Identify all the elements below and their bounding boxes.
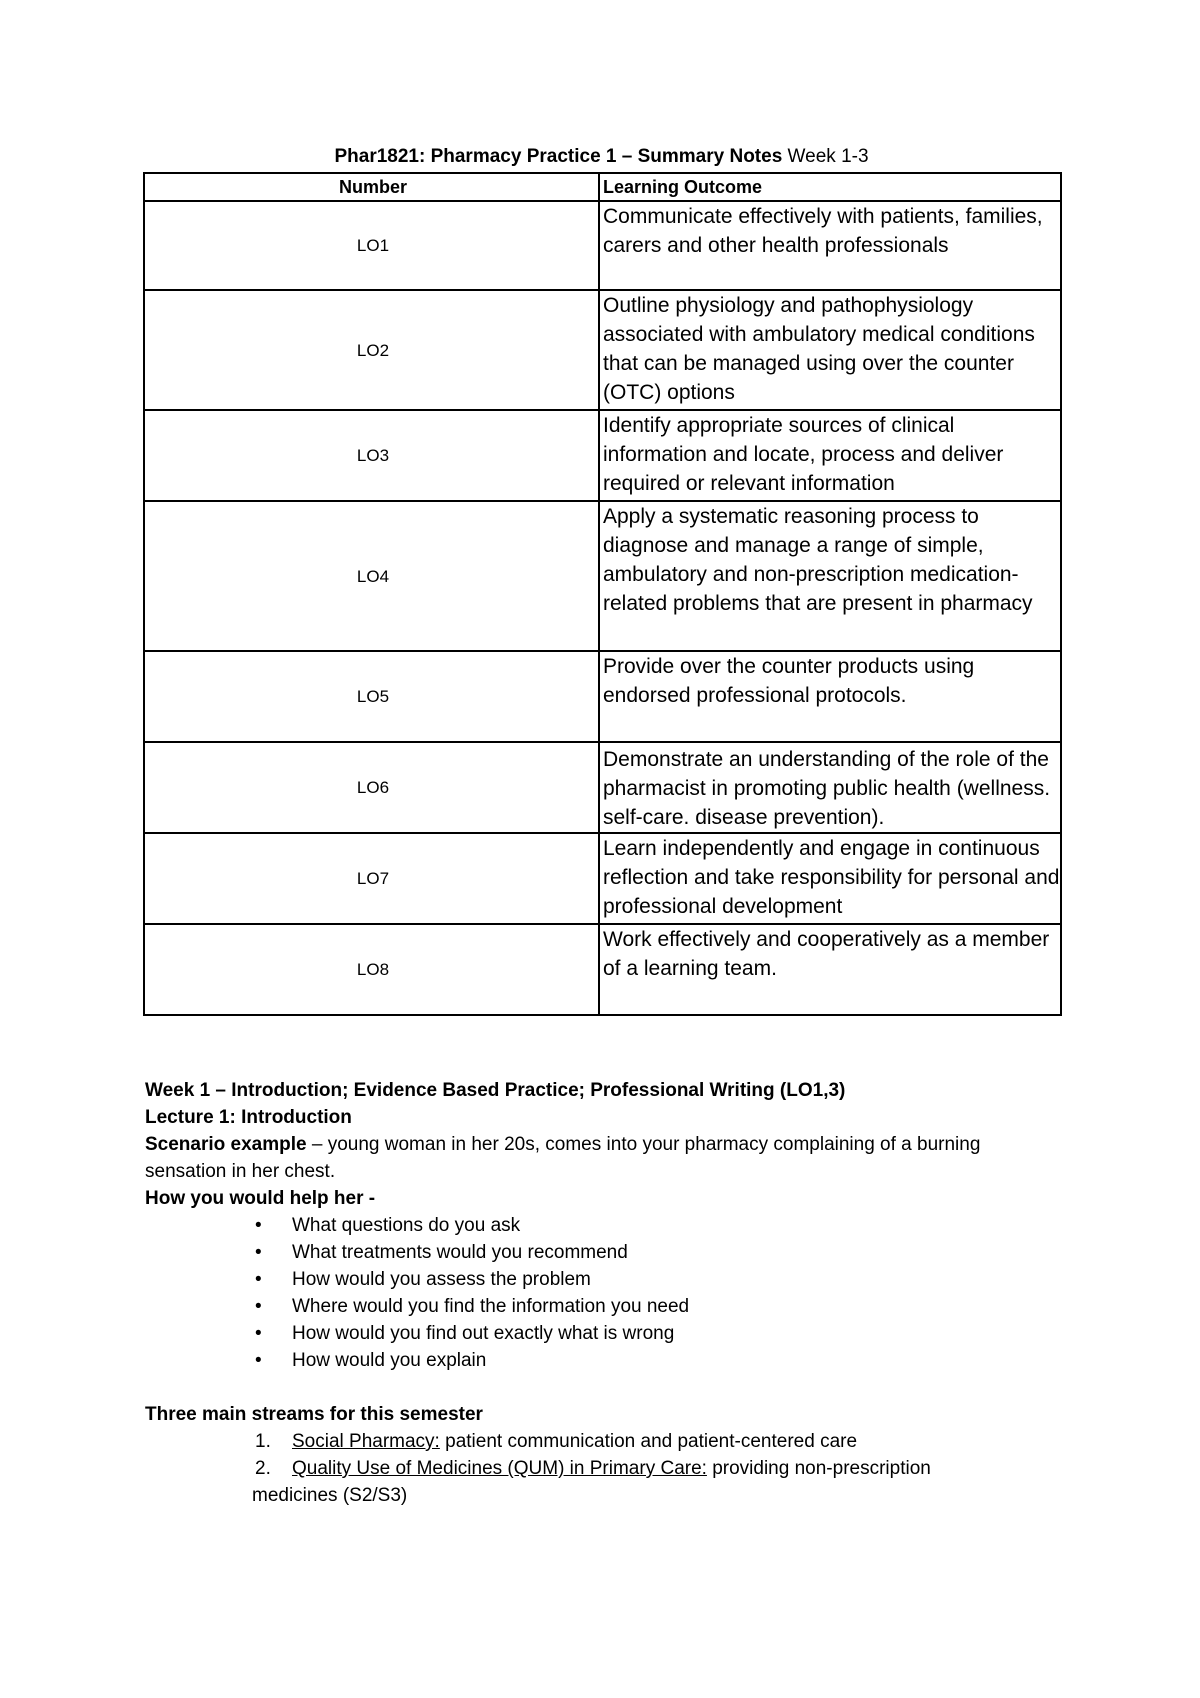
lo-number: LO3 <box>144 410 599 501</box>
table-row <box>144 833 1061 924</box>
table-row <box>144 501 1061 651</box>
list-item <box>145 1455 1050 1509</box>
stream-number: 2. <box>255 1458 271 1479</box>
table-row <box>144 410 1061 501</box>
learning-outcomes-table <box>143 172 1062 1016</box>
list-item-text: What questions do you ask <box>292 1215 521 1236</box>
bullet-icon: • <box>255 1296 262 1317</box>
lo-number: LO1 <box>144 201 599 290</box>
help-questions-list <box>145 1212 1050 1374</box>
lo-number: LO5 <box>144 651 599 742</box>
lo-number: LO7 <box>144 833 599 924</box>
bullet-icon: • <box>255 1215 262 1236</box>
stream-label: Quality Use of Medicines (QUM) in Primary Care: <box>292 1458 707 1479</box>
lo-outcome: Provide over the counter products using endorsed professional protocols. <box>599 651 1061 742</box>
document-title-week: Week 1-3 <box>782 146 869 167</box>
bullet-icon: • <box>255 1242 262 1263</box>
table-header-row <box>144 173 1061 201</box>
table-row <box>144 651 1061 742</box>
list-item <box>145 1320 1050 1347</box>
lo-number: LO8 <box>144 924 599 1015</box>
lo-outcome: Communicate effectively with patients, families, carers and other health professionals <box>599 201 1061 290</box>
stream-number: 1. <box>255 1431 271 1452</box>
scenario-label: Scenario example <box>145 1134 307 1155</box>
list-item-text: How would you explain <box>292 1350 487 1371</box>
streams-heading: Three main streams for this semester <box>145 1404 483 1425</box>
stream-text: patient communication and patient-centered care <box>439 1431 858 1452</box>
table-row <box>144 201 1061 290</box>
stream-text: providing non-prescription <box>706 1458 931 1479</box>
lo-outcome: Outline physiology and pathophysiology associated with ambulatory medical conditions that can be managed using over the counter (OTC) options <box>599 290 1061 410</box>
scenario-paragraph <box>145 1131 1050 1185</box>
lo-number: LO2 <box>144 290 599 410</box>
list-item-text: How would you find out exactly what is wrong <box>292 1323 675 1344</box>
streams-list <box>145 1428 1050 1509</box>
list-item <box>145 1212 1050 1239</box>
list-item <box>145 1293 1050 1320</box>
list-item <box>145 1239 1050 1266</box>
week1-section <box>145 1077 1050 1509</box>
lo-number: LO4 <box>144 501 599 651</box>
header-learning-outcome: Learning Outcome <box>599 173 1061 201</box>
table-row <box>144 924 1061 1015</box>
list-item-text: Where would you find the information you need <box>292 1296 690 1317</box>
bullet-icon: • <box>255 1269 262 1290</box>
document-title <box>143 146 1060 168</box>
lecture-heading: Lecture 1: Introduction <box>145 1107 352 1128</box>
stream-text-continued: medicines (S2/S3) <box>252 1485 408 1506</box>
bullet-icon: • <box>255 1350 262 1371</box>
lo-number: LO6 <box>144 742 599 833</box>
lo-outcome: Work effectively and cooperatively as a member of a learning team. <box>599 924 1061 1015</box>
list-item-text: What treatments would you recommend <box>292 1242 628 1263</box>
list-item <box>145 1266 1050 1293</box>
help-heading: How you would help her - <box>145 1188 376 1209</box>
header-number: Number <box>144 173 599 201</box>
list-item-text: How would you assess the problem <box>292 1269 591 1290</box>
scenario-text: – young woman in her 20s, comes into your pharmacy complaining of a burning sensation in her chest. <box>145 1134 981 1182</box>
lo-outcome: Apply a systematic reasoning process to diagnose and manage a range of simple, ambulatory and non-prescription medication-related problems that are present in pharmacy <box>599 501 1061 651</box>
list-item <box>145 1428 1050 1455</box>
week1-heading: Week 1 – Introduction; Evidence Based Practice; Professional Writing (LO1,3) <box>145 1080 846 1101</box>
table-row <box>144 742 1061 833</box>
stream-label: Social Pharmacy: <box>292 1431 440 1452</box>
table-row <box>144 290 1061 410</box>
document-title-bold: Phar1821: Pharmacy Practice 1 – Summary Notes <box>334 146 783 167</box>
lo-outcome: Demonstrate an understanding of the role of the pharmacist in promoting public health (wellness. self-care. disease prevention). <box>599 742 1061 833</box>
bullet-icon: • <box>255 1323 262 1344</box>
lo-outcome: Learn independently and engage in continuous reflection and take responsibility for personal and professional development <box>599 833 1061 924</box>
lo-outcome: Identify appropriate sources of clinical information and locate, process and deliver required or relevant information <box>599 410 1061 501</box>
list-item <box>145 1347 1050 1374</box>
